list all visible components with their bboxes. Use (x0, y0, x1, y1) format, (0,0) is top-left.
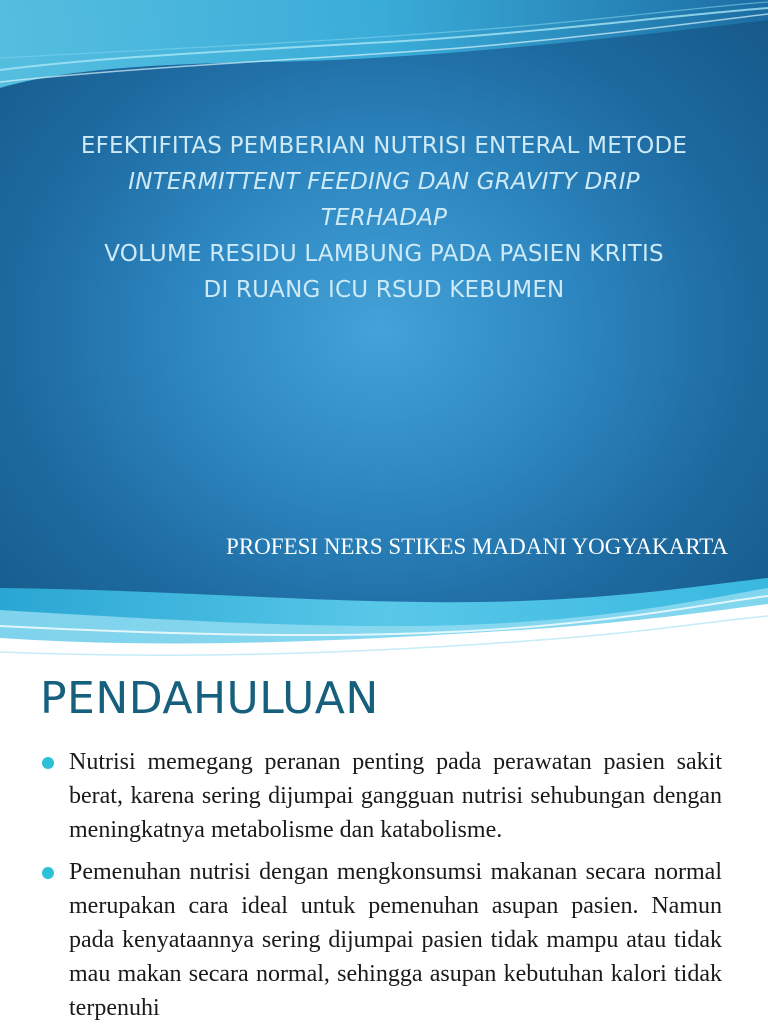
bullet-text: Pemenuhan nutrisi dengan mengkonsumsi makanan secara normal merupakan cara ideal untuk pemenuhan asupan pasien. Namun pada kenyataannya sering dijumpai pasien tidak mampu atau tidak mau makan secara normal, sehingga asupan kebutuhan kalori tidak terpenuhi (69, 859, 722, 1021)
list-item (42, 745, 722, 847)
top-wave-decoration (0, 0, 768, 110)
title-line-2: INTERMITTENT FEEDING DAN GRAVITY DRIP (128, 169, 640, 195)
slide-title (20, 128, 748, 308)
list-item (42, 855, 722, 1024)
bullet-dot-icon (42, 867, 54, 879)
slide-heading: PENDAHULUAN (40, 673, 379, 724)
bullet-dot-icon (42, 757, 54, 769)
slide-subtitle: PROFESI NERS STIKES MADANI YOGYAKARTA (226, 534, 728, 559)
title-line-4: VOLUME RESIDU LAMBUNG PADA PASIEN KRITIS (104, 241, 664, 267)
title-line-3: TERHADAP (320, 205, 448, 231)
bottom-wave-decoration (0, 560, 768, 665)
content-slide (0, 665, 768, 1024)
bullet-list (42, 745, 722, 1024)
title-line-1: EFEKTIFITAS PEMBERIAN NUTRISI ENTERAL METODE (80, 133, 688, 159)
title-line-5: DI RUANG ICU RSUD KEBUMEN (203, 277, 565, 303)
bullet-text: Nutrisi memegang peranan penting pada perawatan pasien sakit berat, karena sering dijumpai gangguan nutrisi sehubungan dengan meningkatnya metabolisme dan katabolisme. (69, 749, 722, 843)
